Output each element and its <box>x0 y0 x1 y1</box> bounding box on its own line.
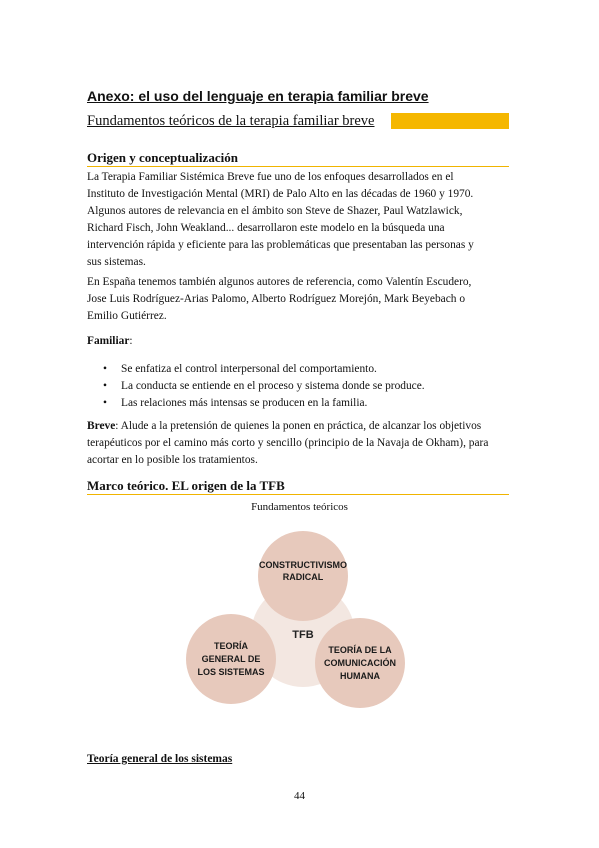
heading-origen: Origen y conceptualización <box>87 150 238 165</box>
page-number: 44 <box>294 790 305 802</box>
paragraph-line: : Alude a la pretensión de quienes la ponen en práctica, de alcanzar los objetivos <box>115 420 482 432</box>
top-label-line: CONSTRUCTIVISMO <box>258 560 348 570</box>
breve-label: Breve <box>87 420 116 432</box>
list-item <box>87 395 512 412</box>
paragraph-line: Emilio Gutiérrez. <box>87 310 167 322</box>
heading-rule-marco <box>87 494 509 495</box>
paragraph-line: Jose Luis Rodríguez-Arias Palomo, Alberto Rodríguez Morejón, Mark Beyebach o <box>87 293 466 305</box>
list-item-text: Las relaciones más intensas se producen en la familia. <box>121 397 368 409</box>
paragraph-line: Richard Fisch, John Weakland... desarrollaron este modelo en la búsqueda una <box>87 222 445 234</box>
left-label-line: LOS SISTEMAS <box>197 667 265 677</box>
venn-diagram <box>180 520 420 720</box>
paragraph-espana <box>87 274 512 325</box>
bullet-icon: • <box>103 363 107 375</box>
paragraph-line: Algunos autores de relevancia en el ámbito son Steve de Shazer, Paul Watzlawick, <box>87 205 463 217</box>
paragraph-breve <box>87 418 512 469</box>
paragraph-line: La Terapia Familiar Sistémica Breve fue uno de los enfoques desarrollados en el <box>87 171 454 183</box>
list-item <box>87 361 512 378</box>
list-item <box>87 378 512 395</box>
right-label-line: HUMANA <box>340 671 380 681</box>
familiar-label-line <box>87 333 512 350</box>
heading-marco: Marco teórico. EL origen de la TFB <box>87 478 285 493</box>
right-label-line: TEORÍA DE LA <box>328 645 392 655</box>
paragraph-line: acortar en lo posible los tratamientos. <box>87 454 258 466</box>
paragraph-origen <box>87 169 512 271</box>
highlight-bar <box>391 113 509 129</box>
diagram-title: Fundamentos teóricos <box>251 501 348 513</box>
right-label-line: COMUNICACIÓN <box>324 658 396 668</box>
bullet-icon: • <box>103 380 107 392</box>
center-label: TFB <box>292 629 314 641</box>
top-label-line: RADICAL <box>282 572 324 582</box>
familiar-label: Familiar <box>87 335 130 347</box>
paragraph-line: sus sistemas. <box>87 256 146 268</box>
familiar-bullet-list <box>87 361 512 412</box>
bullet-icon: • <box>103 397 107 409</box>
left-label-line: TEORÍA <box>213 641 249 651</box>
list-item-text: La conducta se entiende en el proceso y sistema donde se produce. <box>121 380 425 392</box>
paragraph-line: Instituto de Investigación Mental (MRI) de Palo Alto en las décadas de 1960 y 1970. <box>87 188 474 200</box>
paragraph-line: En España tenemos también algunos autores de referencia, como Valentín Escudero, <box>87 276 472 288</box>
paragraph-line: terapéuticos por el camino más corto y sencillo (principio de la Navaja de Okham), para <box>87 437 489 449</box>
annex-title: Anexo: el uso del lenguaje en terapia familiar breve <box>87 88 429 104</box>
familiar-colon: : <box>129 335 133 347</box>
heading-teoria-general: Teoría general de los sistemas <box>87 753 233 765</box>
section-title: Fundamentos teóricos de la terapia familiar breve <box>87 113 375 129</box>
heading-rule-origen <box>87 166 509 167</box>
list-item-text: Se enfatiza el control interpersonal del comportamiento. <box>121 363 377 375</box>
left-label-line: GENERAL DE <box>201 654 261 664</box>
paragraph-line: intervención rápida y eficiente para las problemáticas que presentaban las personas y <box>87 239 474 251</box>
